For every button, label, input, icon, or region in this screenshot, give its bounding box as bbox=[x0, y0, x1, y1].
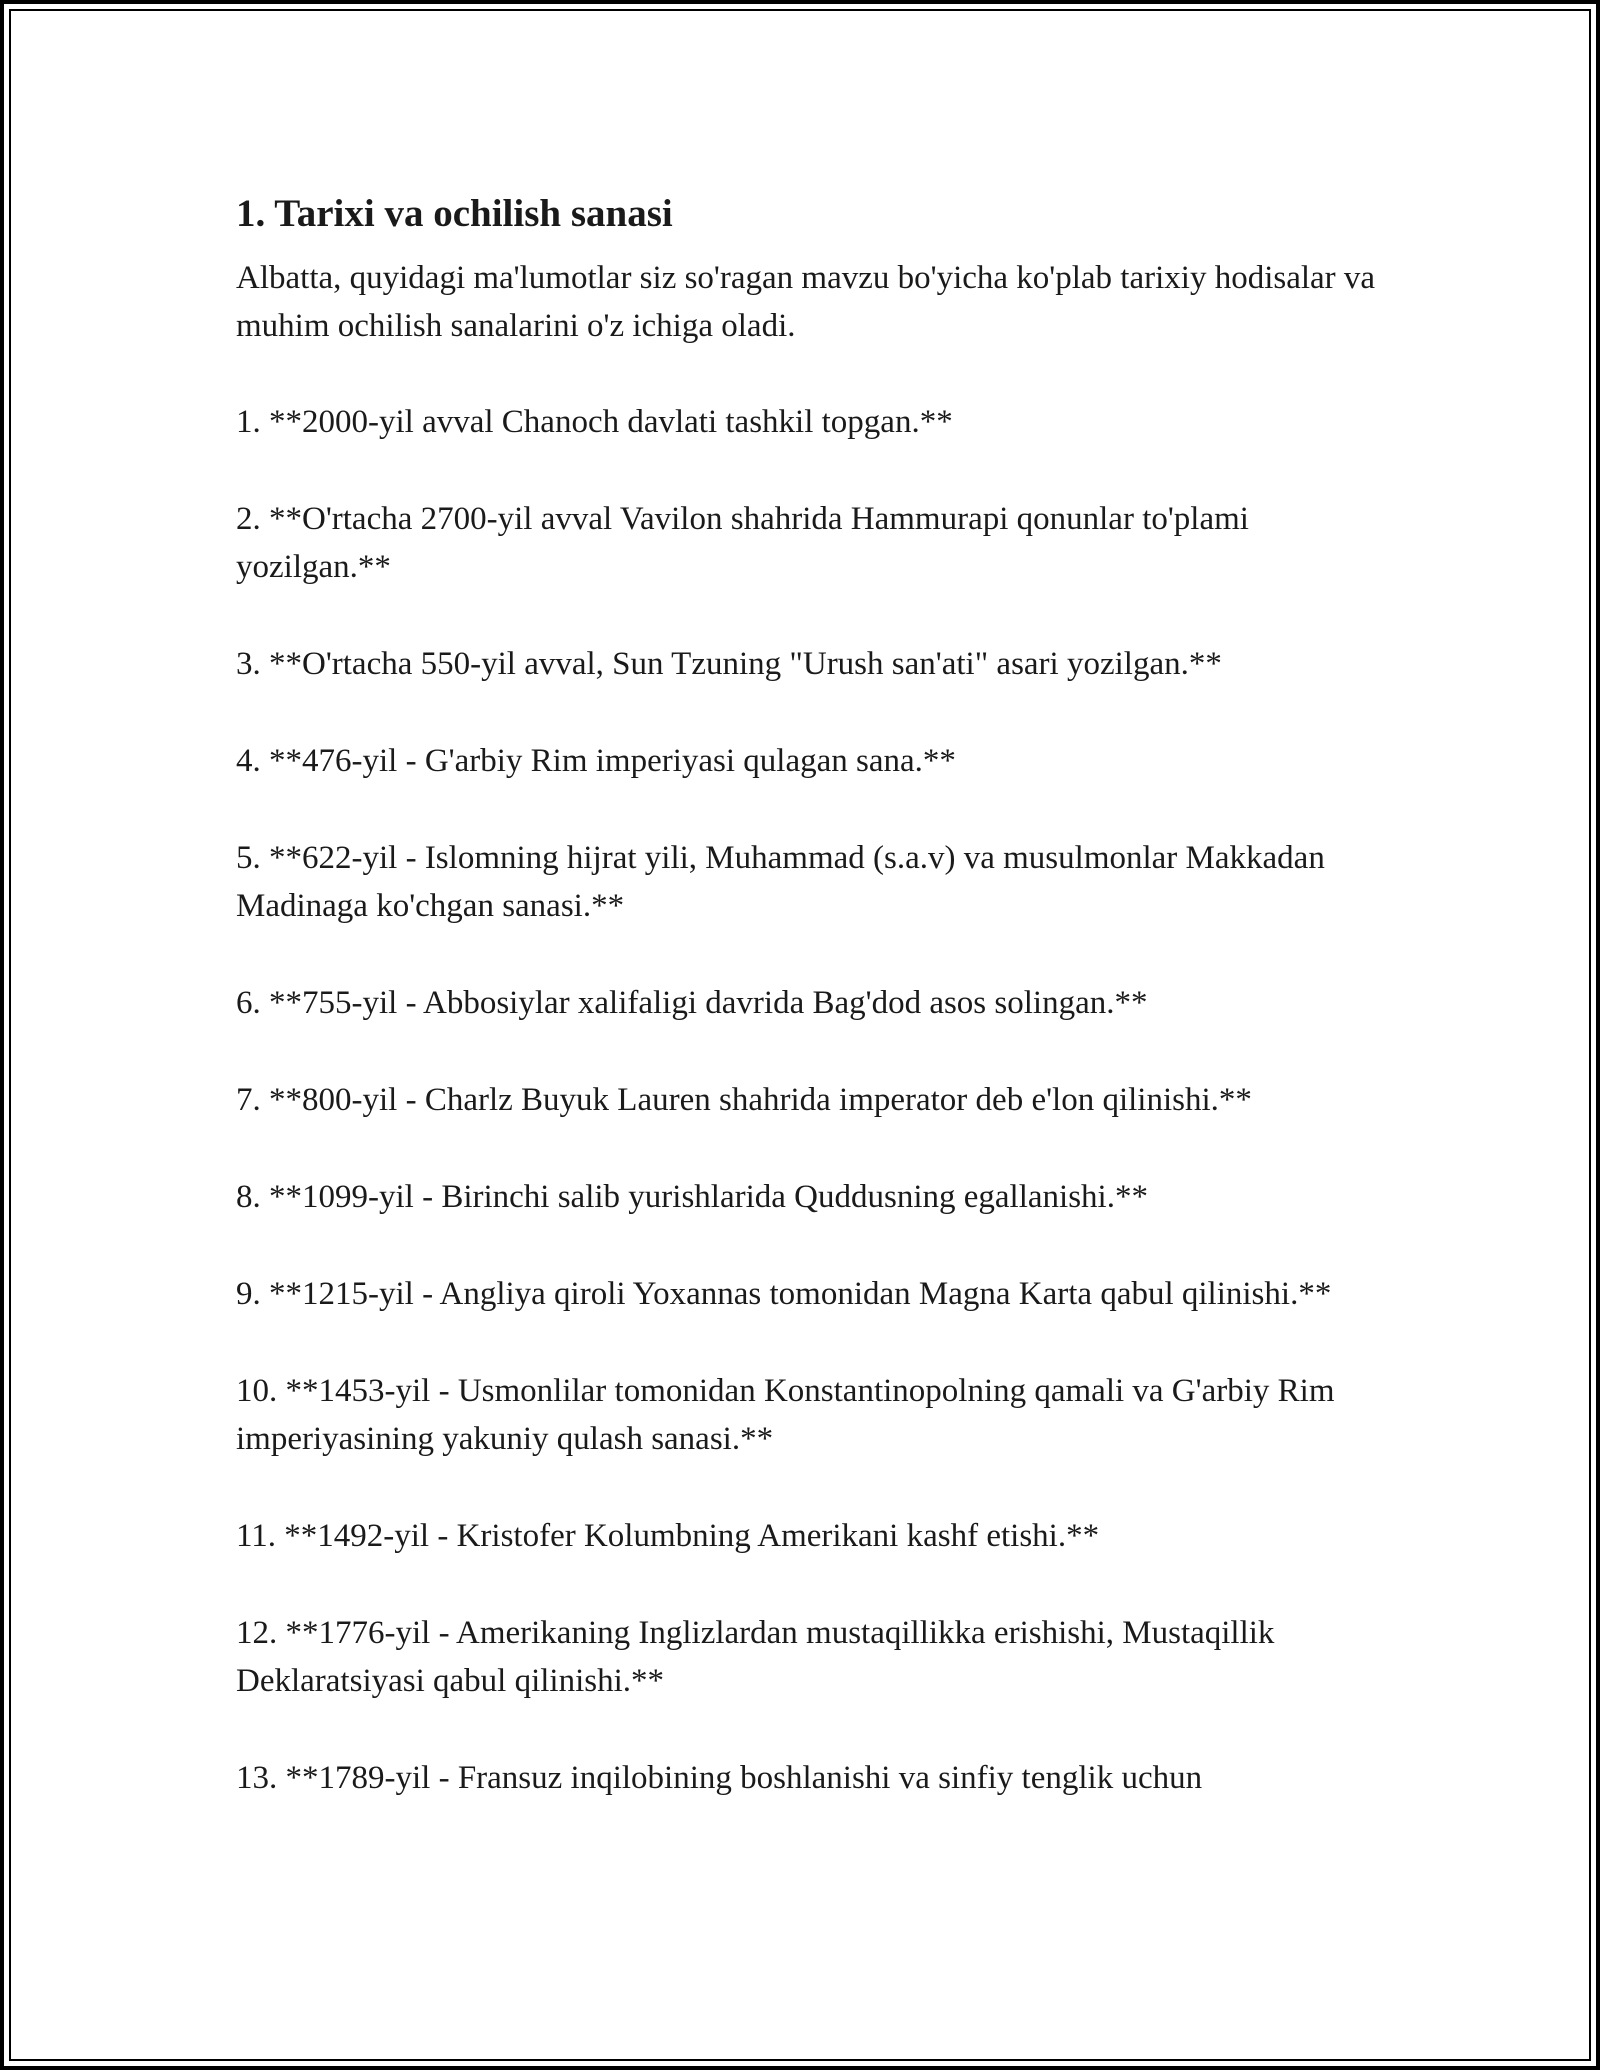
list-item: 2. **O'rtacha 2700-yil avval Vavilon shahrida Hammurapi qonunlar to'plami yozilgan.** bbox=[236, 501, 1249, 585]
list-item: 3. **O'rtacha 550-yil avval, Sun Tzuning "Urush san'ati" asari yozilgan.** bbox=[236, 646, 1222, 682]
list-item: 12. **1776-yil - Amerikaning Inglizlardan mustaqillikka erishishi, Mustaqillik Deklaratsiyasi qabul qilinishi.** bbox=[236, 1615, 1275, 1699]
list-item: 1. **2000-yil avval Chanoch davlati tashkil topgan.** bbox=[236, 404, 953, 440]
list-item: 13. **1789-yil - Fransuz inqilobining boshlanishi va sinfiy tenglik uchun bbox=[236, 1760, 1203, 1796]
list-item: 7. **800-yil - Charlz Buyuk Lauren shahrida imperator deb e'lon qilinishi.** bbox=[236, 1082, 1252, 1118]
list-item: 6. **755-yil - Abbosiylar xalifaligi davrida Bag'dod asos solingan.** bbox=[236, 985, 1148, 1021]
list-item: 4. **476-yil - G'arbiy Rim imperiyasi qulagan sana.** bbox=[236, 743, 956, 779]
list-item: 10. **1453-yil - Usmonlilar tomonidan Konstantinopolning qamali va G'arbiy Rim imperiyasining yakuniy qulash sanasi.** bbox=[236, 1373, 1335, 1457]
list-item: 5. **622-yil - Islomning hijrat yili, Muhammad (s.a.v) va musulmonlar Makkadan Madinaga ko'chgan sanasi.** bbox=[236, 840, 1325, 924]
section-heading: 1. Tarixi va ochilish sanasi bbox=[236, 192, 673, 235]
intro-paragraph: Albatta, quyidagi ma'lumotlar siz so'ragan mavzu bo'yicha ko'plab tarixiy hodisalar va muhim ochilish sanalarini o'z ichiga oladi. bbox=[236, 260, 1376, 344]
list-item: 11. **1492-yil - Kristofer Kolumbning Amerikani kashf etishi.** bbox=[236, 1518, 1100, 1554]
list-item: 8. **1099-yil - Birinchi salib yurishlarida Quddusning egallanishi.** bbox=[236, 1179, 1148, 1215]
event-list bbox=[236, 398, 1386, 1802]
document-body bbox=[236, 186, 1386, 1851]
list-item: 9. **1215-yil - Angliya qiroli Yoxannas tomonidan Magna Karta qabul qilinishi.** bbox=[236, 1276, 1332, 1312]
